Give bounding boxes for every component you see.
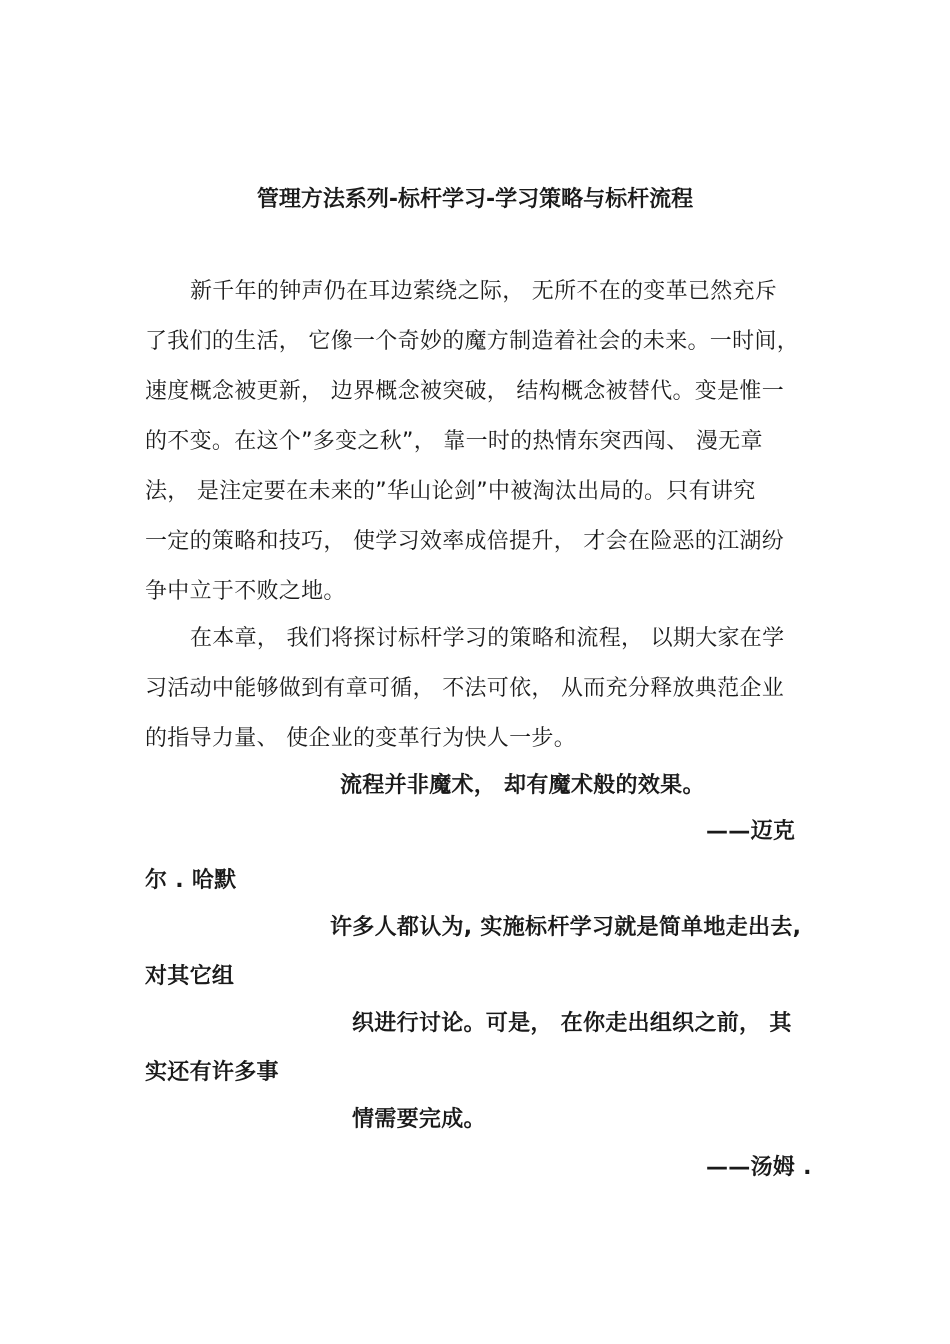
- paragraph-1-line: 的不变。在这个”多变之秋”， 靠一时的热情东突西闯、 漫无章: [145, 429, 763, 454]
- paragraph-2-line: 习活动中能够做到有章可循， 不法可依， 从而充分释放典范企业: [145, 676, 784, 701]
- paragraph-2-line: 的指导力量、 使企业的变革行为快人一步。: [145, 726, 576, 751]
- paragraph-2-line: 在本章， 我们将探讨标杆学习的策略和流程， 以期大家在学: [190, 626, 785, 651]
- quote-2-line: 实还有许多事: [145, 1060, 279, 1085]
- quote-1-attribution-continued: 尔 . 哈默: [145, 868, 237, 893]
- document-title: 管理方法系列-标杆学习-学习策略与标杆流程: [256, 187, 694, 212]
- quote-2-line: 许多人都认为, 实施标杆学习就是简单地走出去,: [330, 915, 802, 940]
- paragraph-1-line: 了我们的生活， 它像一个奇妙的魔方制造着社会的未来。一时间，: [145, 329, 799, 354]
- paragraph-1-line: 速度概念被更新， 边界概念被突破， 结构概念被替代。变是惟一: [145, 379, 784, 404]
- quote-2-line: 对其它组: [145, 964, 235, 989]
- quote-2-attribution: ——汤姆 .: [706, 1155, 812, 1180]
- paragraph-1-line: 一定的策略和技巧， 使学习效率成倍提升， 才会在险恶的江湖纷: [145, 529, 784, 554]
- paragraph-1-line: 争中立于不败之地。: [145, 579, 346, 604]
- quote-1-text: 流程并非魔术， 却有魔术般的效果。: [340, 773, 705, 798]
- paragraph-1-line: 新千年的钟声仍在耳边萦绕之际， 无所不在的变革已然充斥: [190, 279, 778, 304]
- quote-1-attribution: ——迈克: [706, 819, 796, 844]
- paragraph-1-line: 法， 是注定要在未来的”华山论剑”中被淘汰出局的。只有讲究: [145, 479, 756, 504]
- quote-2-line: 情需要完成。: [352, 1107, 486, 1132]
- quote-2-line: 织进行讨论。可是， 在你走出组织之前， 其: [352, 1011, 792, 1036]
